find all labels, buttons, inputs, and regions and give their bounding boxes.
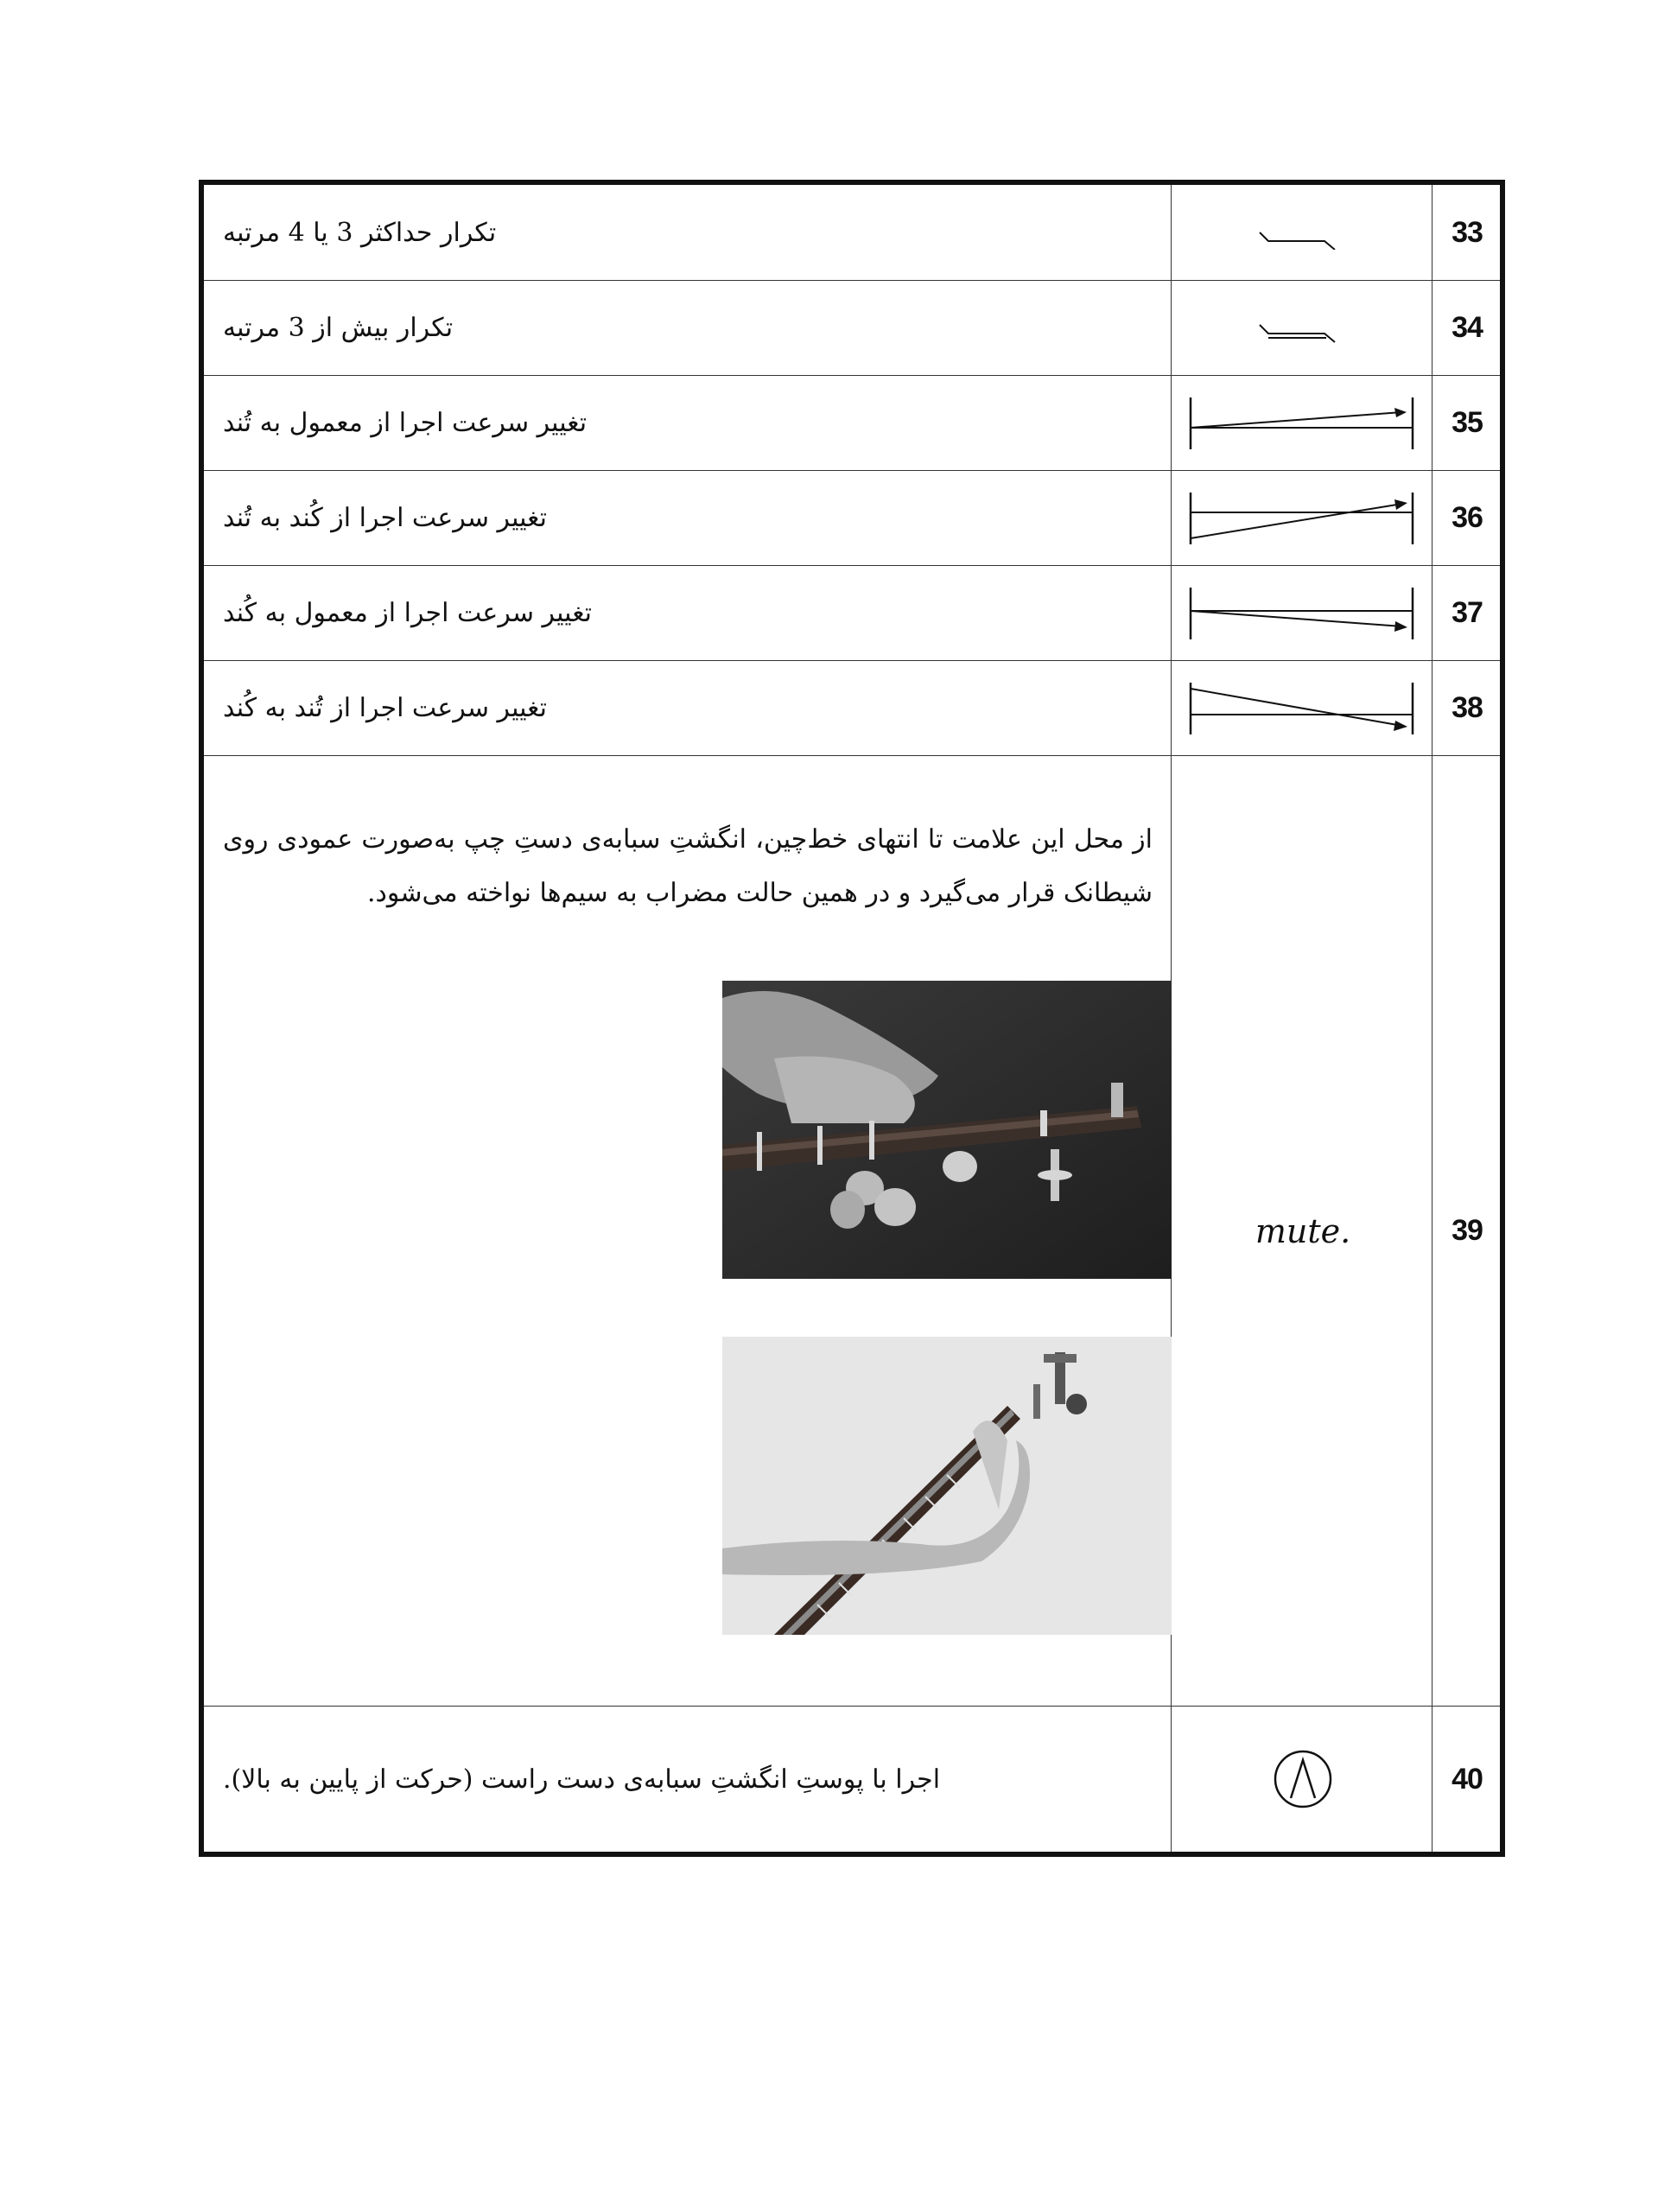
row-description: تغییر سرعت اجرا از تُند به کُند [223,693,547,723]
table-row [204,660,1500,755]
mute-label: mute. [1255,1211,1351,1250]
mute-symbol [1173,756,1432,1706]
table-row [204,755,1500,1706]
row-number: 36 [1452,501,1483,534]
table-row [204,280,1500,375]
table-row [204,1706,1500,1852]
repeat-double-icon [1173,281,1432,375]
left-hand-mute-photo [722,981,1172,1279]
row-description: تغییر سرعت اجرا از معمول به تُند [223,408,588,438]
table-row [204,375,1500,470]
row-description: تغییر سرعت اجرا از معمول به کُند [223,598,593,628]
row-number: 38 [1452,691,1483,724]
table-row [204,470,1500,565]
row-description: تکرار بیش از 3 مرتبه [223,313,454,343]
instrument-hold-photo [722,1337,1172,1635]
row-description: اجرا با پوستِ انگشتِ سبابه‌ی دست راست (حرکت از پایین به بالا). [223,1764,941,1795]
tempo-fast-to-slow-icon [1173,661,1432,755]
row-number: 33 [1452,215,1483,249]
row-number: 39 [1452,1214,1483,1247]
tempo-normal-to-slow-icon [1173,566,1432,660]
table-row [204,565,1500,660]
row-number: 35 [1452,406,1483,439]
tempo-slow-to-fast-icon [1173,471,1432,565]
repeat-once-icon [1173,185,1432,280]
table-row [204,185,1500,280]
tempo-normal-to-fast-icon [1173,376,1432,470]
row-number: 40 [1452,1762,1483,1796]
row-number: 34 [1452,311,1483,344]
row-description: تکرار حداکثر 3 یا 4 مرتبه [223,217,497,248]
row-description: تغییر سرعت اجرا از کُند به تُند [223,503,547,533]
row-number: 37 [1452,596,1483,629]
circled-caret-icon [1173,1707,1432,1852]
description-paragraph: از محل این علامت تا انتهای خط‌چین، انگشتِ سبابه‌ی دستِ چپ به‌صورت عمودی روی شیطانک قرار می‌گیرد و در همین حالت مضراب به سیم‌ها نواخته می‌شود. [223,824,1153,908]
notation-table [199,180,1505,1857]
